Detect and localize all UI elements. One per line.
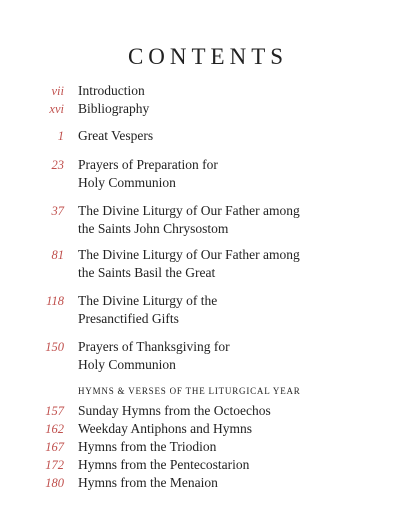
entry-title [78,420,398,438]
page-number: 37 [51,204,64,218]
entry-title [78,156,398,192]
page-number: xvi [49,102,64,116]
section-heading: HYMNS & VERSES OF THE LITURGICAL YEAR [78,386,301,396]
entry-title [78,338,398,374]
page-number: 118 [46,294,64,308]
entry-line: Introduction [78,83,145,98]
entry-line: Prayers of Thanksgiving for [78,339,230,354]
page-title: CONTENTS [127,44,289,69]
entry-line: Holy Communion [78,357,176,372]
entry-line: Holy Communion [78,175,176,190]
entry-line: Great Vespers [78,128,154,143]
page-number: 180 [45,476,64,490]
entry-title [78,100,398,118]
entry-line: the Saints Basil the Great [78,265,216,280]
page-number: 162 [45,422,64,436]
entry-title [78,246,398,282]
page-number: 1 [57,129,64,143]
entry-title [78,402,398,420]
entry-title [78,127,398,145]
entry-line: Sunday Hymns from the Octoechos [78,403,271,418]
entry-title [78,456,398,474]
entry-title [78,202,398,238]
entry-line: The Divine Liturgy of the [78,293,218,308]
entry-line: Weekday Antiphons and Hymns [78,421,253,436]
entry-title [78,292,398,328]
entry-title [78,474,398,492]
entry-line: The Divine Liturgy of Our Father among [78,203,300,218]
page-number: vii [51,84,64,98]
entry-line: Bibliography [78,101,150,116]
page-number: 81 [51,248,64,262]
page-number: 172 [45,458,64,472]
entry-line: Hymns from the Menaion [78,475,218,490]
entry-line: The Divine Liturgy of Our Father among [78,247,300,262]
entry-line: the Saints John Chrysostom [78,221,229,236]
entry-line: Hymns from the Pentecostarion [78,457,250,472]
page-number: 150 [45,340,64,354]
entry-title [78,438,398,456]
entry-line: Presanctified Gifts [78,311,179,326]
entry-line: Hymns from the Triodion [78,439,217,454]
entry-title [78,82,398,100]
page-number: 23 [51,158,64,172]
page-number: 157 [45,404,64,418]
entry-line: Prayers of Preparation for [78,157,218,172]
page-number: 167 [45,440,64,454]
